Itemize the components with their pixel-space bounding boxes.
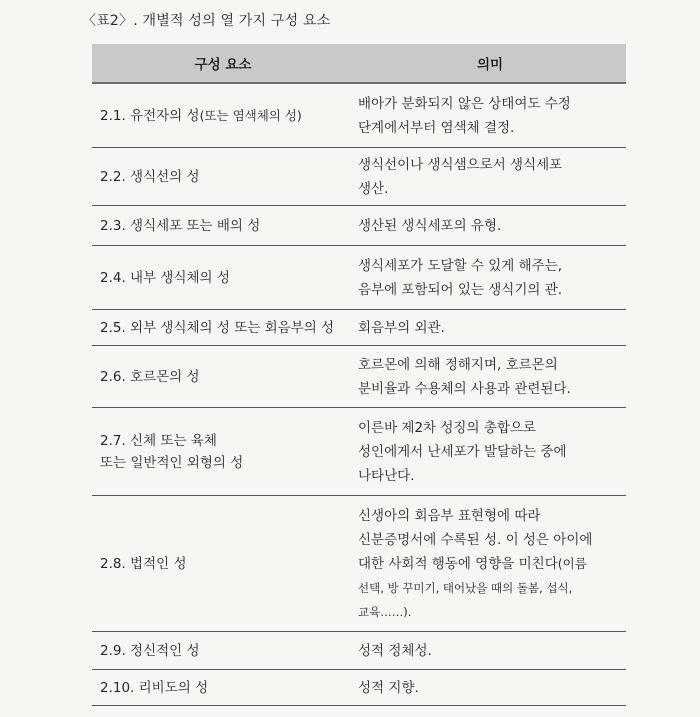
component-cell: 2.5. 외부 생식체의 성 또는 회음부의 성 bbox=[100, 319, 335, 336]
component-cell: 2.4. 내부 생식체의 성 bbox=[100, 269, 230, 286]
meaning-cell bbox=[354, 214, 626, 238]
meaning-cell bbox=[354, 353, 626, 401]
meaning-line: 선택, 방 꾸미기, 태어났을 때의 돌봄, 섭식, bbox=[358, 580, 573, 595]
meaning-line: 교육……). bbox=[358, 604, 412, 619]
header-meaning: 의미 bbox=[476, 57, 504, 73]
meaning-line: 신분증명서에 수록된 성. 이 성은 아이에 bbox=[358, 531, 593, 548]
meaning-line: 생식선이나 생식샘으로서 생식세포 bbox=[358, 156, 563, 173]
meaning-cell bbox=[354, 254, 626, 302]
table-row bbox=[92, 84, 626, 148]
table-row bbox=[92, 670, 626, 706]
meaning-cell bbox=[354, 639, 626, 663]
meaning-line: 성적 정체성. bbox=[358, 642, 432, 659]
table-row bbox=[92, 206, 626, 246]
meaning-cell bbox=[354, 92, 626, 140]
component-line: 2.7. 신체 또는 육체 bbox=[100, 432, 217, 449]
table-row bbox=[92, 346, 626, 408]
meaning-text: 대한 사회적 행동에 영향을 미친다 bbox=[358, 555, 558, 572]
table-row bbox=[92, 246, 626, 310]
table-row bbox=[92, 632, 626, 670]
table-row bbox=[92, 408, 626, 496]
meaning-line: 생산. bbox=[358, 180, 389, 197]
table-header bbox=[92, 44, 626, 84]
meaning-line: 이른바 제2차 성징의 총합으로 bbox=[358, 419, 536, 436]
meaning-cell bbox=[354, 676, 626, 700]
component-cell: 2.3. 생식세포 또는 배의 성 bbox=[100, 217, 261, 234]
meaning-line: 성인에게서 난세포가 발달하는 중에 bbox=[358, 443, 567, 460]
header-component: 구성 요소 bbox=[194, 57, 252, 73]
table-row bbox=[92, 310, 626, 346]
meaning-cell bbox=[354, 504, 626, 624]
table-row bbox=[92, 148, 626, 206]
component-line: 또는 일반적인 외형의 성 bbox=[100, 454, 244, 471]
meaning-cell bbox=[354, 153, 626, 201]
meaning-line: 배아가 분화되지 않은 상태여도 수정 bbox=[358, 95, 571, 112]
meaning-line: 음부에 포함되어 있는 생식기의 관. bbox=[358, 281, 563, 298]
meaning-line: 나타난다. bbox=[358, 467, 415, 484]
meaning-line: 생식세포가 도달할 수 있게 해주는, bbox=[358, 257, 563, 274]
component-cell: 2.10. 리비도의 성 bbox=[100, 679, 209, 696]
meaning-line: 회음부의 외관. bbox=[358, 319, 445, 336]
meaning-line: 호르몬에 의해 정해지며, 호르몬의 bbox=[358, 356, 558, 373]
meaning-line: 단계에서부터 염색체 결정. bbox=[358, 119, 515, 136]
component-cell: 2.8. 법적인 성 bbox=[100, 555, 187, 572]
component-note: (또는 염색체의 성) bbox=[199, 107, 302, 123]
meaning-line: 생산된 생식세포의 유형. bbox=[358, 217, 502, 234]
meaning-line bbox=[358, 552, 626, 576]
meaning-text-small: (이름 bbox=[557, 555, 587, 571]
component-cell: 2.9. 정신적인 성 bbox=[100, 642, 200, 659]
component-label: 2.1. 유전자의 성 bbox=[100, 107, 200, 124]
meaning-line: 신생아의 회음부 표현형에 따라 bbox=[358, 507, 541, 524]
component-cell: 2.6. 호르몬의 성 bbox=[100, 368, 200, 385]
component-cell bbox=[92, 105, 354, 127]
table-row bbox=[92, 496, 626, 632]
component-cell bbox=[92, 430, 354, 474]
meaning-cell bbox=[354, 416, 626, 488]
component-cell: 2.2. 생식선의 성 bbox=[100, 168, 200, 185]
meaning-cell bbox=[354, 316, 626, 340]
meaning-line: 분비율과 수용체의 사용과 관련된다. bbox=[358, 380, 571, 397]
meaning-line: 성적 지향. bbox=[358, 679, 419, 696]
components-table bbox=[92, 44, 626, 706]
table-caption: 〈표2〉. 개별적 성의 열 가지 구성 요소 bbox=[82, 13, 331, 29]
